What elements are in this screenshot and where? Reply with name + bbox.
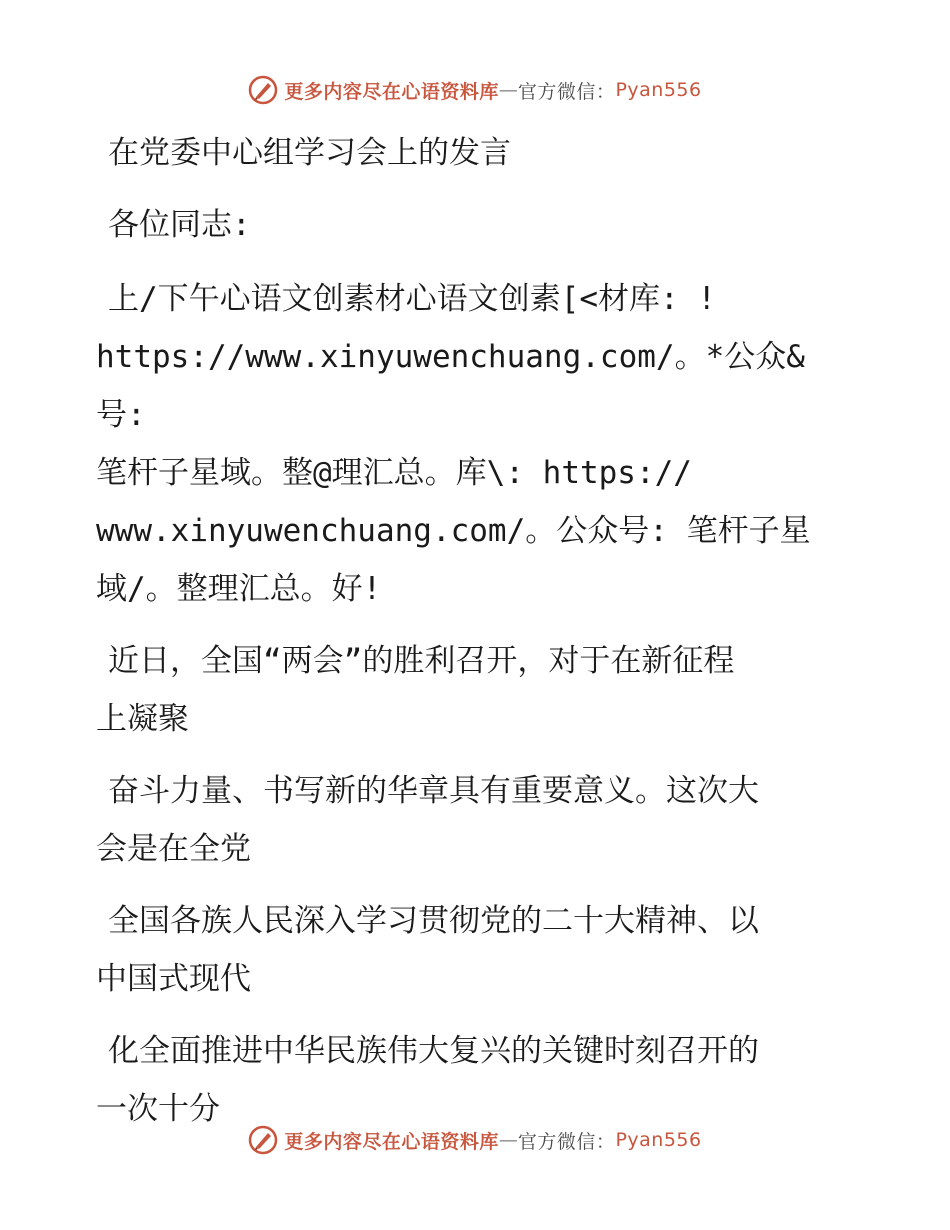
watermark-site-text: 更多内容尽在心语资料库 xyxy=(284,80,499,103)
salutation: 各位同志: xyxy=(108,207,251,243)
footer-watermark xyxy=(0,1120,950,1160)
paragraph-line: 上凝聚 xyxy=(96,701,189,737)
greeting-line: 域/。整理汇总。好! xyxy=(96,571,382,607)
greeting-line: 笔杆子星域。整@理汇总。库\: https:// xyxy=(96,455,692,491)
body-paragraph xyxy=(96,632,836,748)
paragraph-line: 全国各族人民深入学习贯彻党的二十大精神、以 xyxy=(108,903,759,939)
watermark-dash: — xyxy=(498,1129,518,1151)
paragraph-line: 会是在全党 xyxy=(96,831,251,867)
quill-pen-logo-icon xyxy=(248,75,278,105)
paragraph-line: 化全面推进中华民族伟大复兴的关键时刻召开的 xyxy=(108,1033,759,1069)
quill-pen-logo-icon xyxy=(248,1125,278,1155)
watermark-wechat-id: Pyan556 xyxy=(615,79,702,101)
greeting-paragraph xyxy=(96,270,836,618)
paragraph-line: 一次十分 xyxy=(96,1091,220,1127)
paragraph-line: 近日，全国“两会”的胜利召开，对于在新征程 xyxy=(108,643,735,679)
document-title: 在党委中心组学习会上的发言 xyxy=(108,135,511,171)
watermark-wechat-id: Pyan556 xyxy=(615,1129,702,1151)
paragraph-line: 奋斗力量、书写新的华章具有重要意义。这次大 xyxy=(108,773,759,809)
watermark-site-text: 更多内容尽在心语资料库 xyxy=(284,1130,499,1153)
greeting-line: 上/下午心语文创素材心语文创素[<材库: ! xyxy=(108,281,716,317)
document-body xyxy=(96,124,836,1138)
watermark-dash: — xyxy=(498,79,518,101)
watermark-wechat-label: 官方微信： xyxy=(517,1130,616,1153)
watermark-wechat-label: 官方微信： xyxy=(517,80,616,103)
paragraph-line: 中国式现代 xyxy=(96,961,251,997)
header-watermark xyxy=(0,70,950,110)
body-paragraph xyxy=(96,762,836,878)
body-paragraph xyxy=(96,892,836,1008)
greeting-line: https://www.xinyuwenchuang.com/。*公众&号: xyxy=(96,339,805,433)
greeting-line: www.xinyuwenchuang.com/。公众号: 笔杆子星 xyxy=(96,513,811,549)
